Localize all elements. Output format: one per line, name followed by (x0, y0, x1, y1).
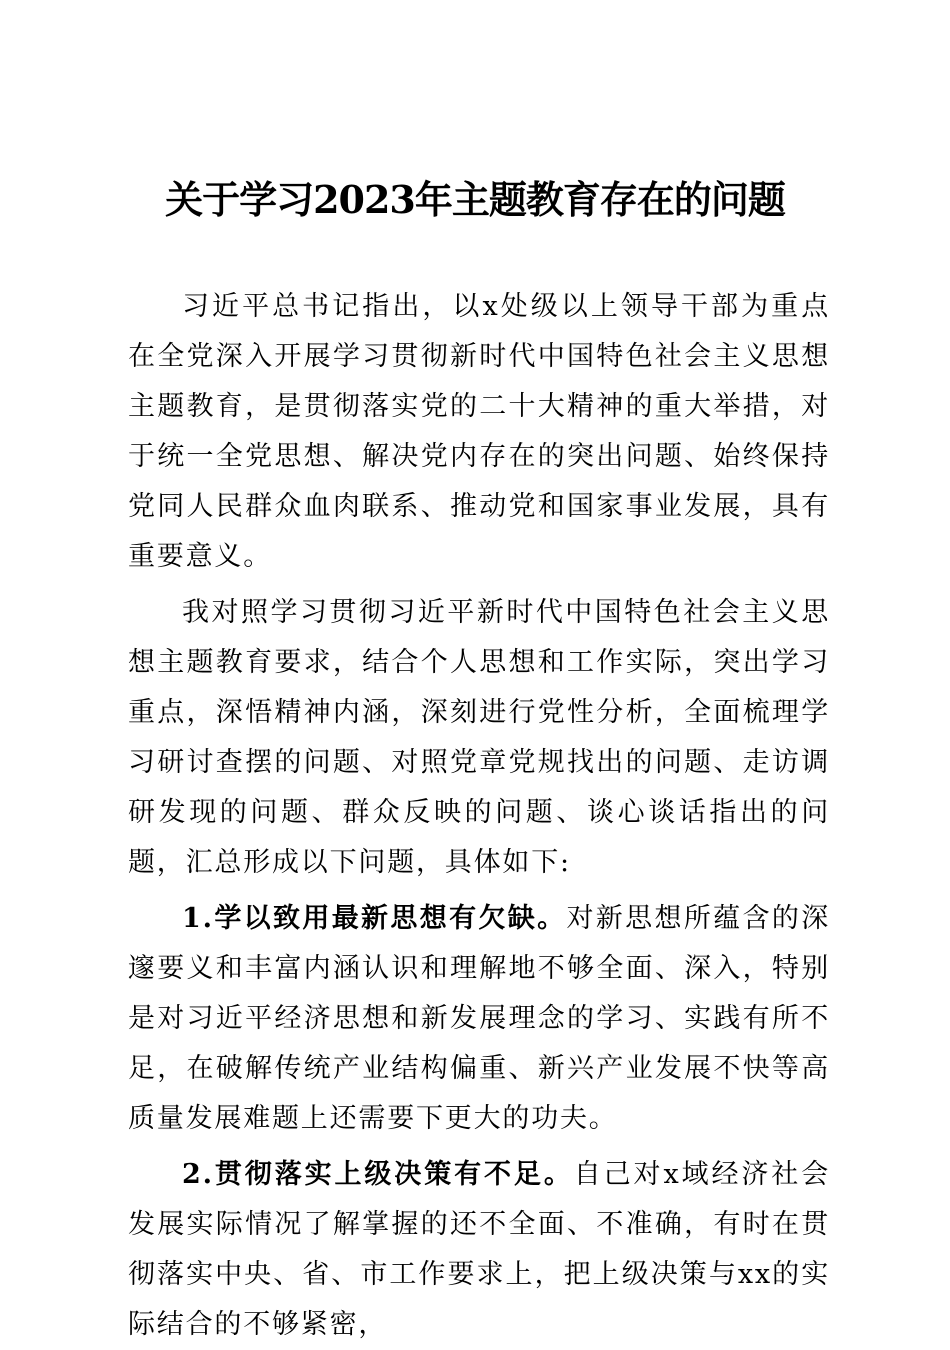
paragraph-overview (128, 588, 830, 888)
issue-heading: 2.贯彻落实上级决策有不足。 (182, 1159, 574, 1190)
document-title: 关于学习2023年主题教育存在的问题 (165, 177, 785, 222)
paragraph-issue-1 (128, 894, 830, 1144)
paragraph-intro (128, 282, 830, 582)
issue-text: 自己对x域经济社会发展实际情况了解掌握的还不全面、不准确，有时在贯彻落实中央、省、市工作要求上，把上级决策与xx的实际结合的不够紧密， (128, 1159, 830, 1340)
issue-heading: 1.学以致用最新思想有欠缺。 (182, 903, 567, 934)
paragraph-issue-2 (128, 1150, 830, 1350)
paragraph-text: 习近平总书记指出，以x处级以上领导干部为重点在全党深入开展学习贯彻新时代中国特色社会主义思想主题教育，是贯彻落实党的二十大精神的重大举措，对于统一全党思想、解决党内存在的突出问题、始终保持党同人民群众血肉联系、推动党和国家事业发展，具有重要意义。 (128, 291, 830, 572)
document-body (128, 282, 830, 1350)
paragraph-text: 我对照学习贯彻习近平新时代中国特色社会主义思想主题教育要求，结合个人思想和工作实际，突出学习重点，深悟精神内涵，深刻进行党性分析，全面梳理学习研讨查摆的问题、对照党章党规找出的问题、走访调研发现的问题、群众反映的问题、谈心谈话指出的问题，汇总形成以下问题，具体如下: (128, 597, 830, 878)
issue-text: 对新思想所蕴含的深邃要义和丰富内涵认识和理解地不够全面、深入，特别是对习近平经济思想和新发展理念的学习、实践有所不足，在破解传统产业结构偏重、新兴产业发展不快等高质量发展难题上还需要下更大的功夫。 (128, 903, 830, 1134)
